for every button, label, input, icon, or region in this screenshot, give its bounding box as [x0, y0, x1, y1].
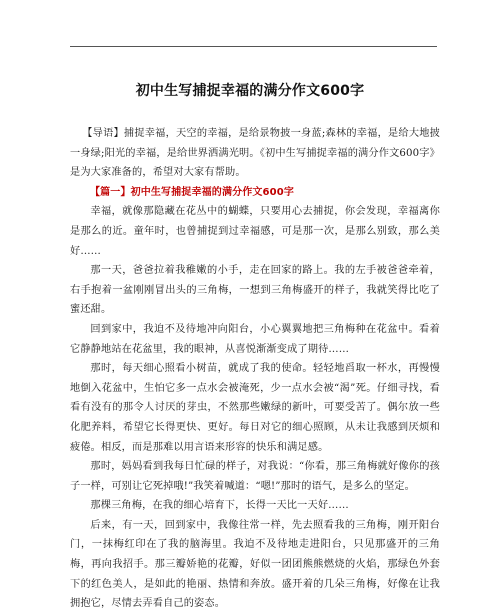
page-title: 初中生写捕捉幸福的满分作文600字	[135, 83, 365, 99]
paragraph: 那一天，爸爸拉着我稚嫩的小手，走在回家的路上。我的左手被爸爸牵着，右手抱着一盆刚刚冒出头的三角梅，一想到三角梅盛开的样子，我就笑得比吃了蜜还甜。	[70, 265, 440, 316]
article-body	[70, 124, 440, 614]
header-rule	[70, 46, 437, 47]
intro-paragraph: 【导语】捕捉幸福，天空的幸福，是给景物披一身蓝;森林的幸福，是给大地披一身绿;阳光的幸福，是给世界洒满光明。《初中生写捕捉幸福的满分作文600字》是为大家准备的，希望对大家有帮助。	[70, 128, 440, 179]
paragraph: 幸福，就像那隐藏在花丛中的蝴蝶，只要用心去捕捉，你会发现，幸福离你是那么的近。童年时，也曾捕捉到过幸福感，可是那一次，是那么别致，那么美好……	[70, 206, 440, 257]
paragraph: 回到家中，我迫不及待地冲向阳台，小心翼翼地把三角梅种在花盆中。看着它静静地站在花盆里，我的眼神，从喜悦渐渐变成了期待……	[70, 323, 440, 355]
paragraph: 后来，有一天，回到家中，我像往常一样，先去照看我的三角梅，刚开阳台门，一抹梅红印在了我的脑海里。我迫不及待地走进阳台，只见那盛开的三角梅，再向我招手。那三瓣娇艳的花瓣，好似一团团熊熊燃烧的火焰，那绿色外套下的红色美人，是如此的艳丽、热情和奔放。盛开着的几朵三角梅，好像在让我拥抱它，尽情去弄看自己的姿态。	[70, 519, 440, 610]
paragraph: 那时，妈妈看到我每日忙碌的样子，对我说：“你看，那三角梅就好像你的孩子一样，可别让它死掉哦!”我笑着喊道：“嗯!”那时的语气，是多么的坚定。	[70, 461, 440, 492]
section-heading: 【篇一】初中生写捕捉幸福的满分作文600字	[90, 186, 295, 198]
paragraph: 那棵三角梅，在我的细心培育下，长得一天比一天好……	[90, 500, 349, 512]
paragraph: 那时，每天细心照看小树苗，就成了我的使命。轻轻地舀取一杯水，再慢慢地倒入花盆中，生怕它多一点水会被淹死，少一点水会被“渴”死。仔细寻找，看看有没有的那令人讨厌的芽虫，不然那些嫩绿的新叶，可要受苦了。偶尔放一些化肥养料，希望它长得更快、更好。每日对它的细心照顾，从未让我感到厌烦和疲倦。相反，而是那难以用言语来形容的快乐和满足感。	[70, 363, 440, 453]
